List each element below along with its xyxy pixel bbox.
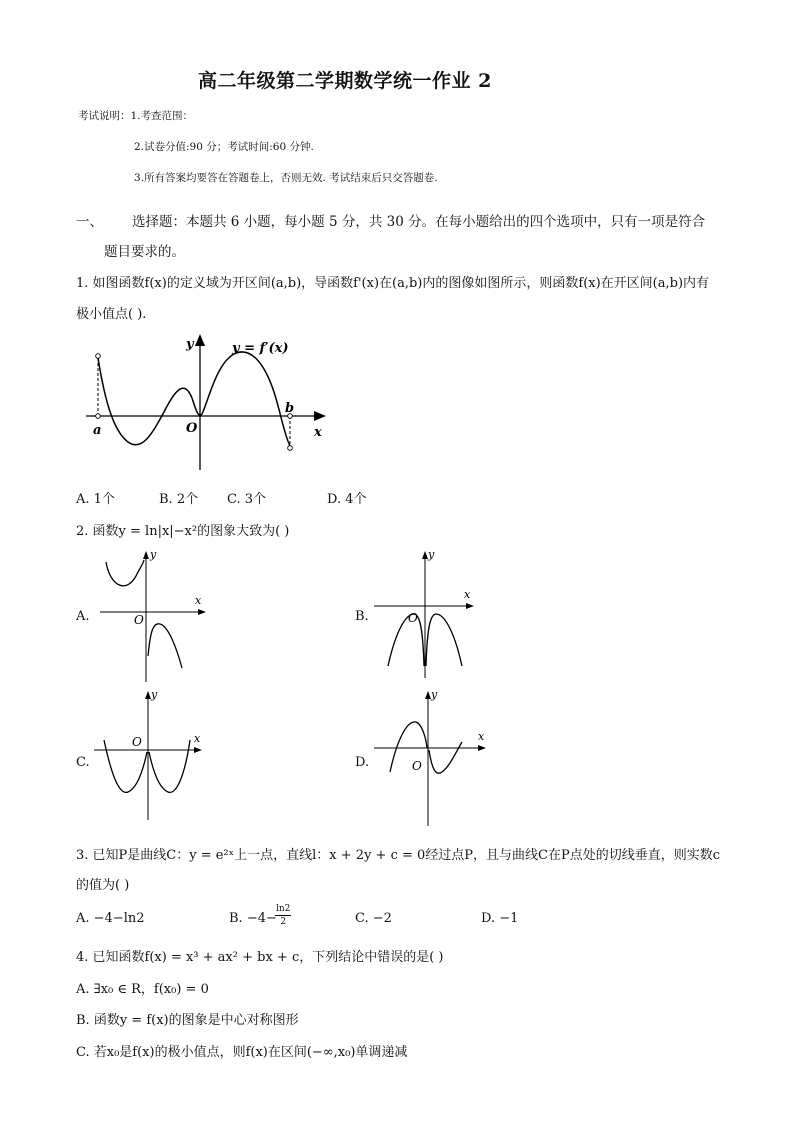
q1-option-d: D. 4个: [327, 492, 367, 507]
svg-text:O: O: [408, 611, 418, 625]
q3-option-d: D. −1: [481, 911, 519, 926]
svg-text:O: O: [412, 759, 422, 773]
q3-option-a: A. −4−ln2: [76, 911, 145, 926]
q1-option-a: A. 1个: [76, 492, 115, 507]
svg-text:O: O: [132, 735, 142, 749]
q2-option-a-label: A.: [76, 609, 90, 624]
q2d-right-branch: [429, 742, 462, 773]
q1-stem-line2: 极小值点( ).: [76, 307, 147, 322]
q4-option-c: C. 若x₀是f(x)的极小值点，则f(x)在区间(−∞,x₀)单调递减: [76, 1045, 408, 1060]
q1-derivative-graph: [84, 330, 334, 475]
q1-stem-line1: 1. 如图函数f(x)的定义域为开区间(a,b)，导函数f'(x)在(a,b)内的图像如图所示，则函数f(x)在开区间(a,b)内有: [76, 276, 710, 291]
q1-b-label: b: [285, 401, 295, 416]
q3-option-b-fraction: [275, 903, 291, 928]
q3-frac-denominator: 2: [280, 917, 287, 927]
q2c-right-branch: [149, 740, 190, 792]
svg-text:y: y: [151, 688, 158, 701]
q2-graph-b: [372, 546, 482, 686]
svg-text:y: y: [428, 548, 435, 561]
q2-option-c-label: C.: [76, 755, 90, 770]
q1-open-point-bottom: [288, 446, 293, 451]
q3-option-c: C. −2: [355, 911, 392, 926]
svg-text:x: x: [195, 594, 202, 607]
q2-option-b-label: B.: [355, 609, 369, 624]
svg-text:x: x: [478, 730, 485, 743]
page-title: 高二年级第二学期数学统一作业 2: [198, 70, 492, 92]
q3-stem-line2: 的值为( ): [76, 878, 130, 893]
svg-text:x: x: [464, 588, 471, 601]
q3-stem-line1: 3. 已知P是曲线C：y = e²ˣ上一点，直线l：x + 2y + c = 0经过点P，且与曲线C在P点处的切线垂直，则实数c: [76, 848, 720, 863]
q1-x-arrow: [314, 411, 326, 421]
section-heading-line1: 选择题：本题共 6 小题，每小题 5 分，共 30 分。在每小题给出的四个选项中，只有一项是符合: [132, 214, 706, 230]
q1-curve-label: y = f′(x): [232, 341, 289, 356]
q1-option-b: B. 2个: [159, 492, 199, 507]
q2b-right-branch: [426, 614, 462, 666]
q1-open-point-top: [96, 354, 101, 359]
q3-frac-numerator: ln2: [276, 904, 291, 914]
svg-text:x: x: [194, 732, 201, 745]
svg-text:y: y: [431, 688, 438, 701]
q1-y-label: y: [186, 337, 194, 352]
q1-open-point-a: [96, 414, 101, 419]
q1-a-label: a: [93, 423, 102, 438]
q2-option-d-label: D.: [355, 755, 370, 770]
svg-text:y: y: [150, 548, 157, 561]
section-number: 一、: [76, 214, 103, 230]
exam-notes-line2: 2.试卷分值:90 分；考试时间:60 分钟.: [134, 141, 314, 153]
q2-graph-c: [90, 686, 214, 824]
q4-option-a: A. ∃x₀ ∈ R，f(x₀) = 0: [76, 982, 209, 997]
q4-option-b: B. 函数y = f(x)的图象是中心对称图形: [76, 1013, 299, 1028]
q2a-left-branch: [106, 560, 144, 586]
q3-option-b: B. −4−: [229, 911, 277, 926]
q2-graph-a: [96, 546, 211, 686]
exam-notes-label: 考试说明：1.考查范围：: [78, 110, 194, 122]
q2b-left-branch: [388, 614, 424, 666]
q1-origin-label: O: [186, 421, 198, 436]
q4-stem: 4. 已知函数f(x) = x³ + ax² + bx + c，下列结论中错误的是( ): [76, 950, 444, 965]
q1-option-c: C. 3个: [227, 492, 267, 507]
q2a-right-branch: [148, 624, 182, 668]
svg-text:O: O: [134, 613, 144, 627]
q1-y-arrow: [195, 334, 205, 346]
q2-stem: 2. 函数y = ln|x|−x²的图象大致为( ): [76, 524, 290, 539]
section-heading-line2: 题目要求的。: [104, 244, 185, 260]
q2-graph-d: [370, 686, 494, 831]
exam-notes-line3: 3.所有答案均要答在答题卷上，否则无效. 考试结束后只交答题卷.: [134, 172, 438, 184]
q1-x-label: x: [314, 425, 322, 440]
